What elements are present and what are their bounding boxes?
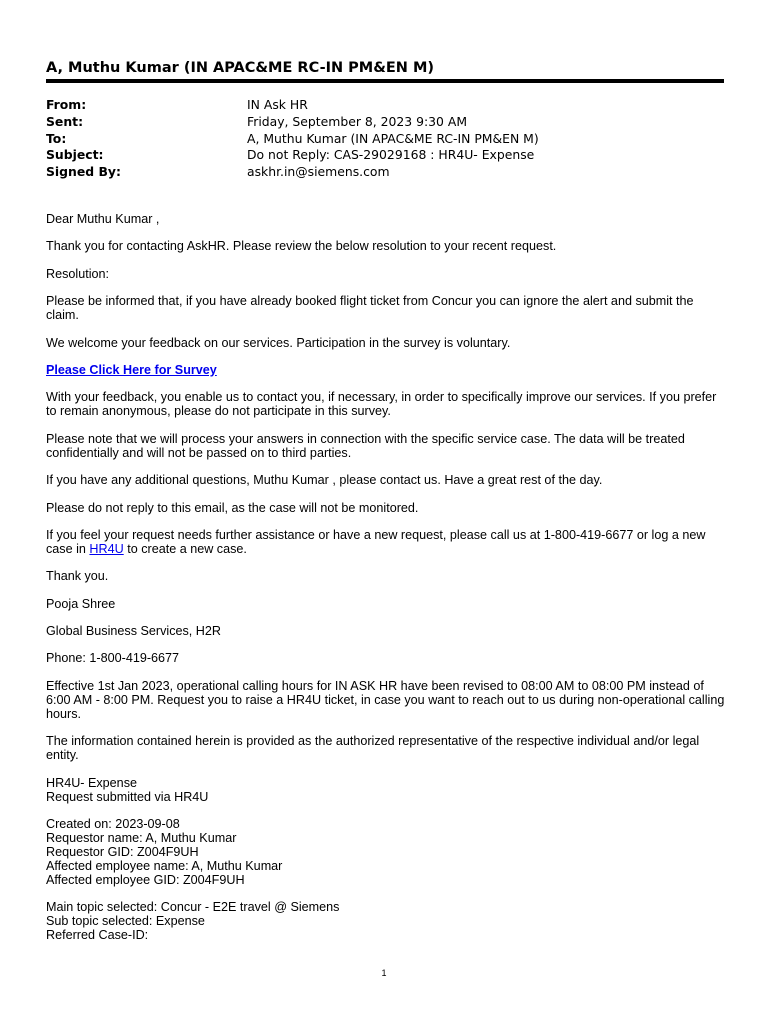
page-number: 1 (381, 968, 387, 978)
signer-department: Global Business Services, H2R (46, 624, 221, 639)
feedback-detail-paragraph: With your feedback, you enable us to contact you, if necessary, in order to specifically improve our services. If you prefer to remain anonymous, please do not participate in this survey. (46, 390, 717, 419)
mailbox-owner-title: A, Muthu Kumar (IN APAC&ME RC-IN PM&EN M) (46, 60, 435, 76)
assistance-text-before: If you feel your request needs further assistance or have a new request, please call us at 1-800-419-6677 or log a new case in (46, 527, 706, 556)
no-reply-paragraph: Please do not reply to this email, as the case will not be monitored. (46, 500, 419, 515)
to-value: A, Muthu Kumar (IN APAC&ME RC-IN PM&EN M) (247, 130, 539, 146)
from-value: IN Ask HR (247, 97, 308, 112)
header-from-row (46, 97, 724, 114)
hr4u-link[interactable]: HR4U (89, 541, 124, 556)
header-signed-by-row (46, 164, 724, 181)
from-label: From: (46, 97, 87, 112)
case-submitted-via: Request submitted via HR4U (46, 789, 209, 804)
processing-note-paragraph: Please note that we will process your answers in connection with the specific service case. The data will be treated confidentially and will not be passed on to third parties. (46, 431, 685, 460)
subject-value: Do not Reply: CAS-29029168 : HR4U- Expense (247, 147, 535, 163)
case-sub-topic: Sub topic selected: Expense (46, 914, 205, 929)
case-referred-id: Referred Case-ID: (46, 928, 149, 943)
case-requestor-name: Requestor name: A, Muthu Kumar (46, 831, 237, 846)
greeting: Dear Muthu Kumar , (46, 212, 160, 226)
hours-notice-paragraph: Effective 1st Jan 2023, operational calling hours for IN ASK HR have been revised to 08:00 AM to 08:00 PM instead of 6:00 AM - 8:00 PM. Request you to raise a HR4U ticket, in case you want to reach out to us during non-operational calling hours. (46, 678, 725, 721)
signed-by-value: askhr.in@siemens.com (247, 164, 390, 180)
sent-value: Friday, September 8, 2023 9:30 AM (247, 113, 468, 129)
feedback-paragraph: We welcome your feedback on our services. Participation in the survey is voluntary. (46, 335, 511, 350)
email-body (46, 212, 728, 942)
intro-paragraph: Thank you for contacting AskHR. Please review the below resolution to your recent request. (46, 239, 557, 254)
header-sent-row (46, 114, 724, 131)
email-header (46, 97, 724, 181)
header-subject-row (46, 147, 724, 164)
resolution-label: Resolution: (46, 266, 110, 281)
additional-questions-paragraph: If you have any additional questions, Muthu Kumar , please contact us. Have a great rest of the day. (46, 473, 603, 488)
case-requestor-gid: Requestor GID: Z004F9UH (46, 845, 199, 860)
sent-label: Sent: (46, 113, 84, 129)
case-summary (46, 776, 728, 943)
subject-label: Subject: (46, 147, 104, 163)
signer-phone: Phone: 1-800-419-6677 (46, 651, 180, 666)
signed-by-label: Signed By: (46, 164, 121, 180)
to-label: To: (46, 130, 67, 146)
assistance-paragraph (46, 528, 728, 556)
disclaimer-paragraph: The information contained herein is provided as the authorized representative of the respective individual and/or legal entity. (46, 734, 700, 763)
survey-link-paragraph (46, 363, 728, 377)
resolution-paragraph: Please be informed that, if you have already booked flight ticket from Concur you can ignore the alert and submit the claim. (46, 294, 694, 323)
case-affected-gid: Affected employee GID: Z004F9UH (46, 873, 245, 888)
case-main-topic: Main topic selected: Concur - E2E travel @ Siemens (46, 900, 340, 915)
case-created-on: Created on: 2023-09-08 (46, 817, 180, 832)
header-to-row (46, 131, 724, 148)
header-divider (46, 79, 724, 83)
assistance-text-after: to create a new case. (123, 541, 247, 556)
signer-name: Pooja Shree (46, 596, 116, 611)
thank-you: Thank you. (46, 569, 109, 584)
case-affected-name: Affected employee name: A, Muthu Kumar (46, 859, 283, 874)
case-type: HR4U- Expense (46, 775, 137, 790)
survey-link[interactable]: Please Click Here for Survey (46, 362, 217, 377)
